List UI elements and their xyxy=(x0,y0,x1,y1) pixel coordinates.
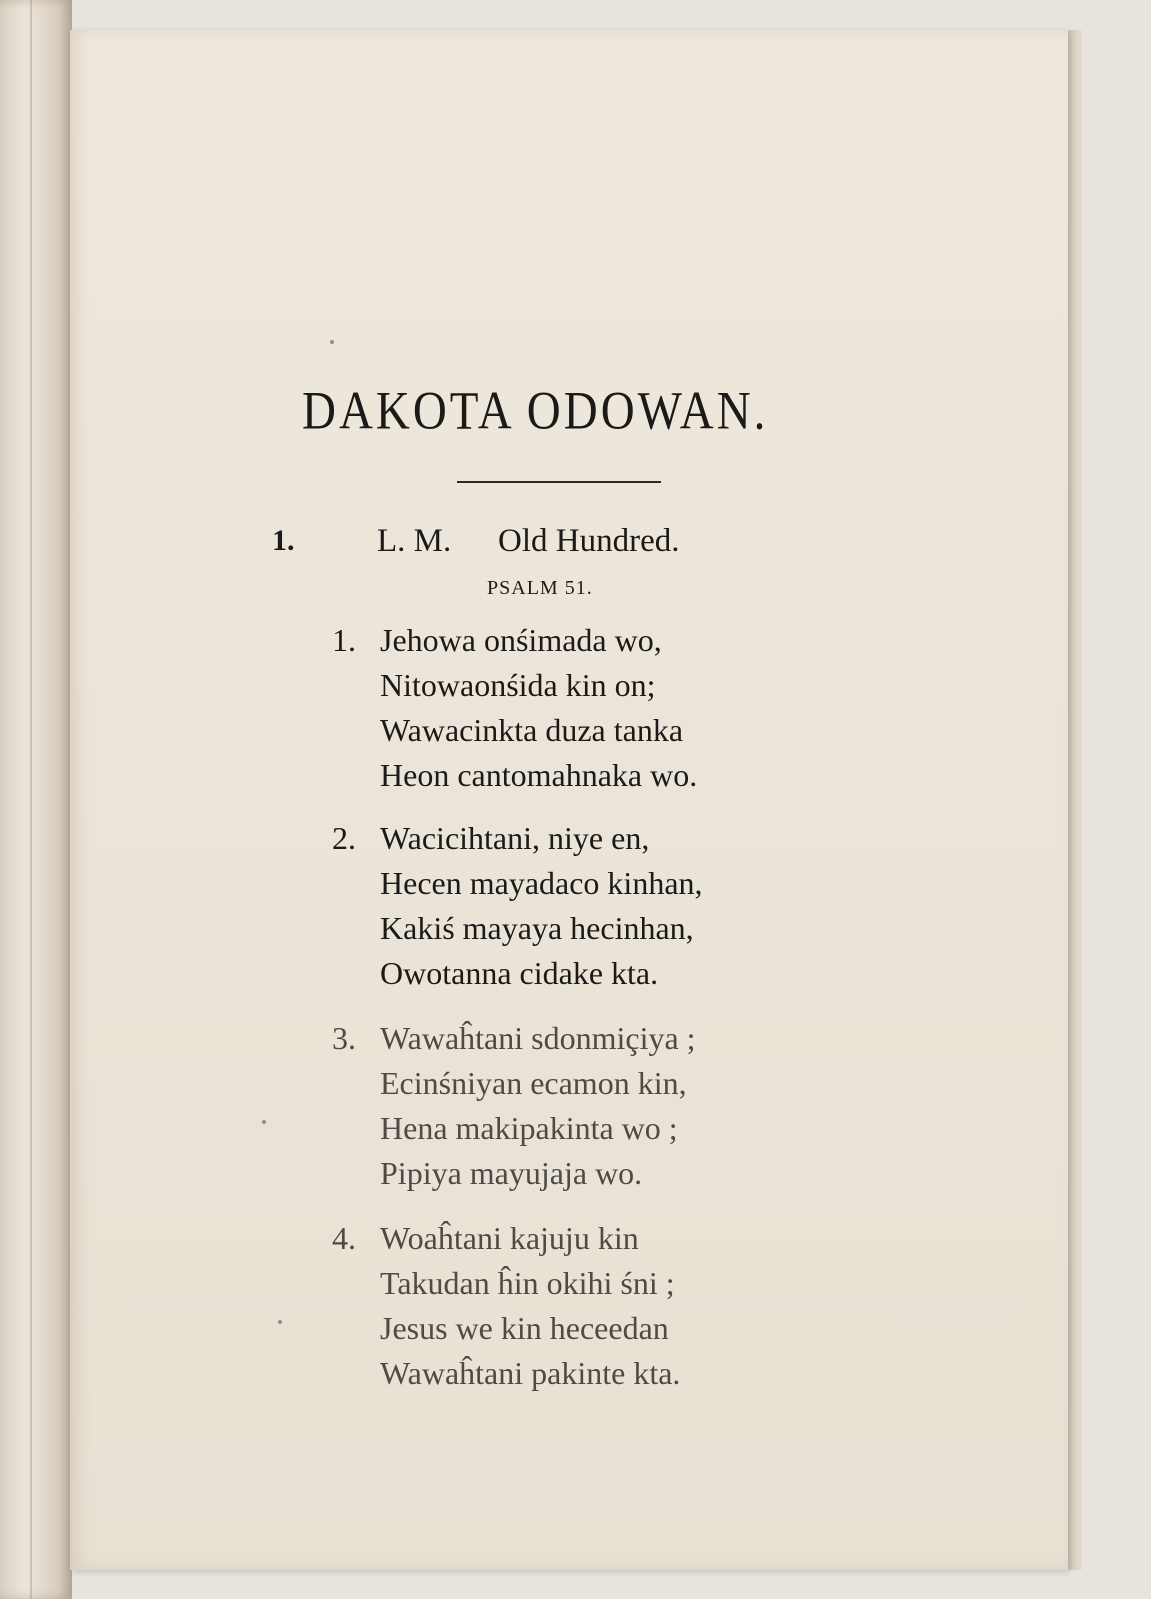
verse-line: Wawacinkta duza tanka xyxy=(380,712,684,748)
verse-2 xyxy=(332,820,812,1000)
verse-line: Owotanna cidake kta. xyxy=(380,955,659,991)
verse-line: Takudan ĥin okihi śni ; xyxy=(380,1265,675,1301)
verse-number: 4. xyxy=(332,1220,356,1256)
verse-line: Woaĥtani kajuju kin xyxy=(380,1220,639,1256)
verse-line: Heon cantomahnaka wo. xyxy=(380,757,698,793)
verse-number: 3. xyxy=(332,1020,356,1056)
verse-line: Jesus we kin heceedan xyxy=(380,1310,669,1346)
hymn-number: 1. xyxy=(272,524,295,557)
book-spine xyxy=(0,0,72,1599)
verse-line: Wacicihtani, niye en, xyxy=(380,820,650,856)
verse-line: Kakiś mayaya hecinhan, xyxy=(380,910,694,946)
verse-line: Ecinśniyan ecamon kin, xyxy=(380,1065,687,1101)
ink-speck xyxy=(330,340,334,344)
verse-line: Wawaĥtani sdonmiçiya ; xyxy=(380,1020,696,1056)
verse-1 xyxy=(332,622,812,802)
verse-line: Pipiya mayujaja wo. xyxy=(380,1155,643,1191)
verse-3 xyxy=(332,1020,812,1200)
page-title: DAKOTA ODOWAN. xyxy=(302,381,769,441)
verse-line: Hecen mayadaco kinhan, xyxy=(380,865,703,901)
verse-number: 2. xyxy=(332,820,356,856)
verse-line: Nitowaonśida kin on; xyxy=(380,667,656,703)
hymn-meter: L. M. xyxy=(377,523,452,559)
verse-4 xyxy=(332,1220,812,1400)
page-edges xyxy=(1068,30,1082,1570)
ink-speck xyxy=(278,1320,282,1324)
hymn-tune: Old Hundred. xyxy=(498,523,680,559)
ink-speck xyxy=(262,1120,266,1124)
verse-number: 1. xyxy=(332,622,356,658)
verse-line: Jehowa onśimada wo, xyxy=(380,622,662,658)
spine-crease xyxy=(30,0,32,1599)
verse-line: Hena makipakinta wo ; xyxy=(380,1110,678,1146)
psalm-reference: PSALM 51. xyxy=(487,577,593,599)
title-rule xyxy=(457,481,661,483)
verse-line: Wawaĥtani pakinte kta. xyxy=(380,1355,681,1391)
